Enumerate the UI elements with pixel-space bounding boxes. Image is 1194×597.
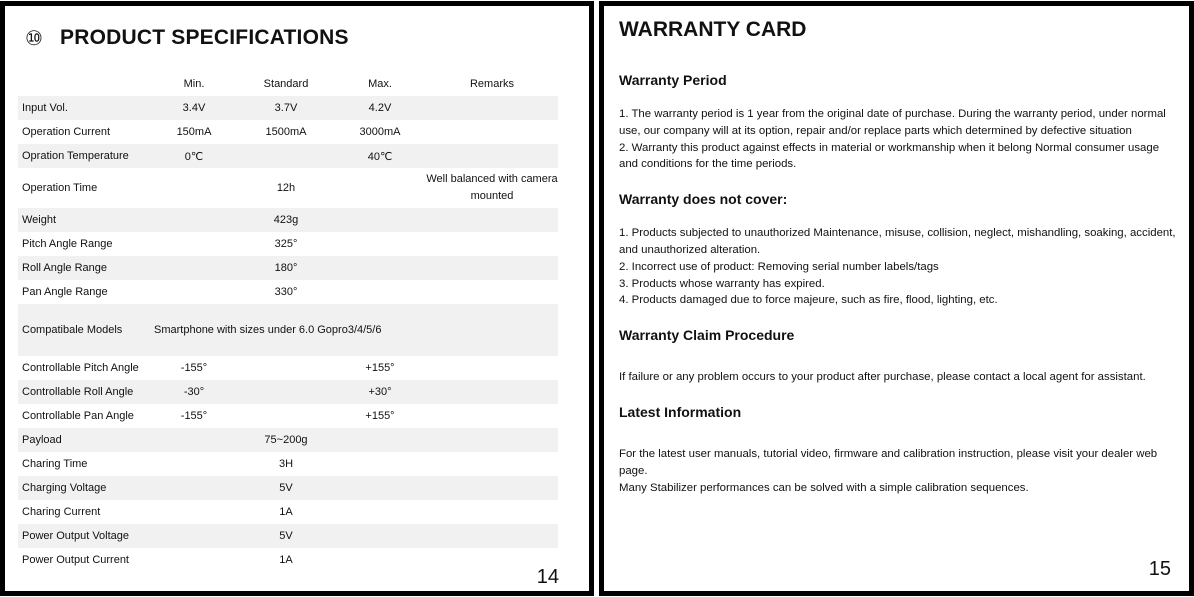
cell-standard: 180°: [238, 256, 334, 280]
cell-remarks: [426, 476, 558, 500]
cell-min: [150, 168, 238, 208]
section-heading: Latest Information: [619, 403, 742, 420]
table-row: [18, 404, 558, 428]
cell-max: [334, 232, 426, 256]
cell-remarks: [426, 524, 558, 548]
cell-remarks: [426, 428, 558, 452]
cell-min: [150, 500, 238, 524]
table-row: [18, 356, 558, 380]
cell-max: [334, 428, 426, 452]
cell-remarks: [426, 500, 558, 524]
paragraph: Many Stabilizer performances can be solved with a simple calibration sequences.: [619, 481, 1029, 494]
table-row: [18, 208, 558, 232]
cell-max: [334, 500, 426, 524]
table-row: [18, 280, 558, 304]
cell-standard: [238, 380, 334, 404]
cell-min: 3.4V: [150, 96, 238, 120]
compatible-models-value: Smartphone with sizes under 6.0 Gopro3/4/5/6: [150, 304, 558, 356]
cell-min: 150mA: [176, 126, 212, 138]
cell-min: [150, 548, 238, 572]
paragraph: If failure or any problem occurs to your product after purchase, please contact a local agent for assistant.: [619, 371, 1146, 384]
cell-standard: 330°: [274, 286, 298, 298]
column-header: Max.: [368, 78, 392, 90]
row-label: Power Output Voltage: [18, 524, 150, 548]
spec-page: [0, 1, 594, 596]
spec-header: [22, 26, 349, 50]
cell-min: 0℃: [150, 144, 238, 168]
cell-standard: [238, 404, 334, 428]
table-header-row: [18, 72, 558, 96]
cell-min: -30°: [150, 380, 238, 404]
cell-max: +155°: [365, 410, 395, 422]
cell-max: 3000mA: [359, 126, 401, 138]
cell-standard: 423g: [238, 208, 334, 232]
table-row: [18, 500, 558, 524]
row-label: Charging Voltage: [18, 476, 150, 500]
table-row: [18, 232, 558, 256]
cell-min: [150, 256, 238, 280]
row-label: Opration Temperature: [18, 144, 150, 168]
cell-max: [334, 208, 426, 232]
not-cover-section: [619, 191, 1179, 309]
cell-remarks: [426, 380, 558, 404]
cell-max: [334, 280, 426, 304]
paragraph: 4. Products damaged due to force majeure, such as fire, flood, lighting, etc.: [619, 294, 998, 307]
column-header: Min.: [183, 78, 205, 90]
row-label: Controllable Roll Angle: [18, 380, 150, 404]
row-label: Pan Angle Range: [22, 286, 108, 298]
cell-standard: 1500mA: [265, 126, 307, 138]
row-label: Input Vol.: [18, 96, 150, 120]
cell-remarks: [426, 120, 558, 144]
cell-standard: 325°: [274, 238, 298, 250]
cell-remarks: [426, 96, 558, 120]
table-row: [18, 168, 558, 208]
cell-min: [150, 280, 238, 304]
paragraph: 1. The warranty period is 1 year from the original date of purchase. During the warranty period, under normal use, our company will at its option, repair and/or replace parts which determined by defective situation: [619, 108, 1166, 137]
section-number: ⑩: [25, 26, 43, 50]
paragraph: 2. Incorrect use of product: Removing serial number labels/tags: [619, 260, 939, 273]
cell-remarks: [426, 280, 558, 304]
cell-max: [334, 476, 426, 500]
cell-max: 4.2V: [334, 96, 426, 120]
latest-information-section: [619, 404, 1179, 496]
cell-remarks: Well balanced with camera mounted: [426, 173, 558, 202]
page-number: 14: [536, 566, 559, 588]
row-label: Power Output Current: [22, 554, 129, 566]
cell-min: [150, 232, 238, 256]
table-row: [18, 476, 558, 500]
claim-procedure-section: [619, 327, 1179, 386]
section-heading: Warranty Period: [619, 72, 727, 88]
cell-min: [150, 428, 238, 452]
cell-remarks: [426, 256, 558, 280]
cell-remarks: [426, 356, 558, 380]
row-label: Payload: [18, 428, 150, 452]
table-row: [18, 380, 558, 404]
cell-standard: 5V: [238, 476, 334, 500]
cell-standard: 75~200g: [238, 428, 334, 452]
paragraph: 1. Products subjected to unauthorized Maintenance, misuse, collision, neglect, mishandling, soaking, accident, and unauthorized alteration.: [619, 227, 1176, 256]
page-title: PRODUCT SPECIFICATIONS: [60, 26, 349, 49]
table-row: [18, 96, 558, 120]
cell-standard: 1A: [279, 554, 293, 566]
paragraph: For the latest user manuals, tutorial video, firmware and calibration instruction, please visit your dealer web page.: [619, 447, 1158, 477]
row-label: Charing Time: [22, 458, 88, 470]
table-row: [18, 120, 558, 144]
table-row: [18, 428, 558, 452]
cell-min: [150, 208, 238, 232]
row-label: Operation Time: [22, 182, 98, 194]
table-row: [18, 304, 558, 356]
warranty-content: [619, 18, 1179, 514]
cell-max: [334, 256, 426, 280]
row-label: Roll Angle Range: [18, 256, 150, 280]
page-number: 15: [1148, 558, 1171, 580]
cell-min: [150, 452, 238, 476]
table-row: [18, 452, 558, 476]
row-label: Charing Current: [22, 506, 101, 518]
table-row: [18, 144, 558, 168]
cell-max: [334, 524, 426, 548]
cell-remarks: [426, 404, 558, 428]
warranty-period-section: [619, 72, 1179, 173]
table-row: [18, 548, 558, 572]
cell-standard: [238, 144, 334, 168]
paragraph: 2. Warranty this product against effects in material or workmanship when it belong Normal consumer usage and conditions for the time periods.: [619, 141, 1160, 171]
cell-max: [334, 548, 426, 572]
cell-max: [334, 168, 426, 208]
cell-standard: 12h: [276, 182, 296, 194]
cell-standard: 5V: [238, 524, 334, 548]
row-label: Weight: [18, 208, 150, 232]
cell-remarks: [426, 144, 558, 168]
spec-table: [18, 72, 558, 572]
paragraph: 3. Products whose warranty has expired.: [619, 277, 825, 290]
cell-remarks: [426, 232, 558, 256]
row-label: Pitch Angle Range: [22, 238, 113, 250]
row-label: Operation Current: [22, 126, 111, 138]
section-heading: Warranty does not cover:: [619, 191, 788, 208]
cell-max: +155°: [365, 362, 395, 374]
warranty-page: [599, 1, 1194, 596]
cell-max: +30°: [334, 380, 426, 404]
cell-standard: 1A: [279, 506, 293, 518]
row-label: Controllable Pitch Angle: [22, 362, 139, 374]
table-row: [18, 524, 558, 548]
cell-remarks: [426, 208, 558, 232]
column-header: Standard: [263, 78, 309, 90]
cell-min: -155°: [180, 362, 208, 374]
row-label: Controllable Pan Angle: [22, 410, 134, 422]
cell-remarks: [426, 452, 558, 476]
cell-standard: [238, 356, 334, 380]
cell-max: 40℃: [334, 144, 426, 168]
row-label: Compatibale Models: [18, 304, 150, 356]
cell-min: [150, 476, 238, 500]
cell-standard: 3.7V: [238, 96, 334, 120]
page-title: WARRANTY CARD: [619, 18, 807, 41]
cell-min: -155°: [180, 410, 208, 422]
column-header: [18, 72, 150, 96]
table-row: [18, 256, 558, 280]
section-heading: Warranty Claim Procedure: [619, 327, 795, 344]
cell-min: [150, 524, 238, 548]
cell-standard: 3H: [278, 458, 294, 470]
column-header: Remarks: [469, 78, 514, 90]
cell-max: [334, 452, 426, 476]
